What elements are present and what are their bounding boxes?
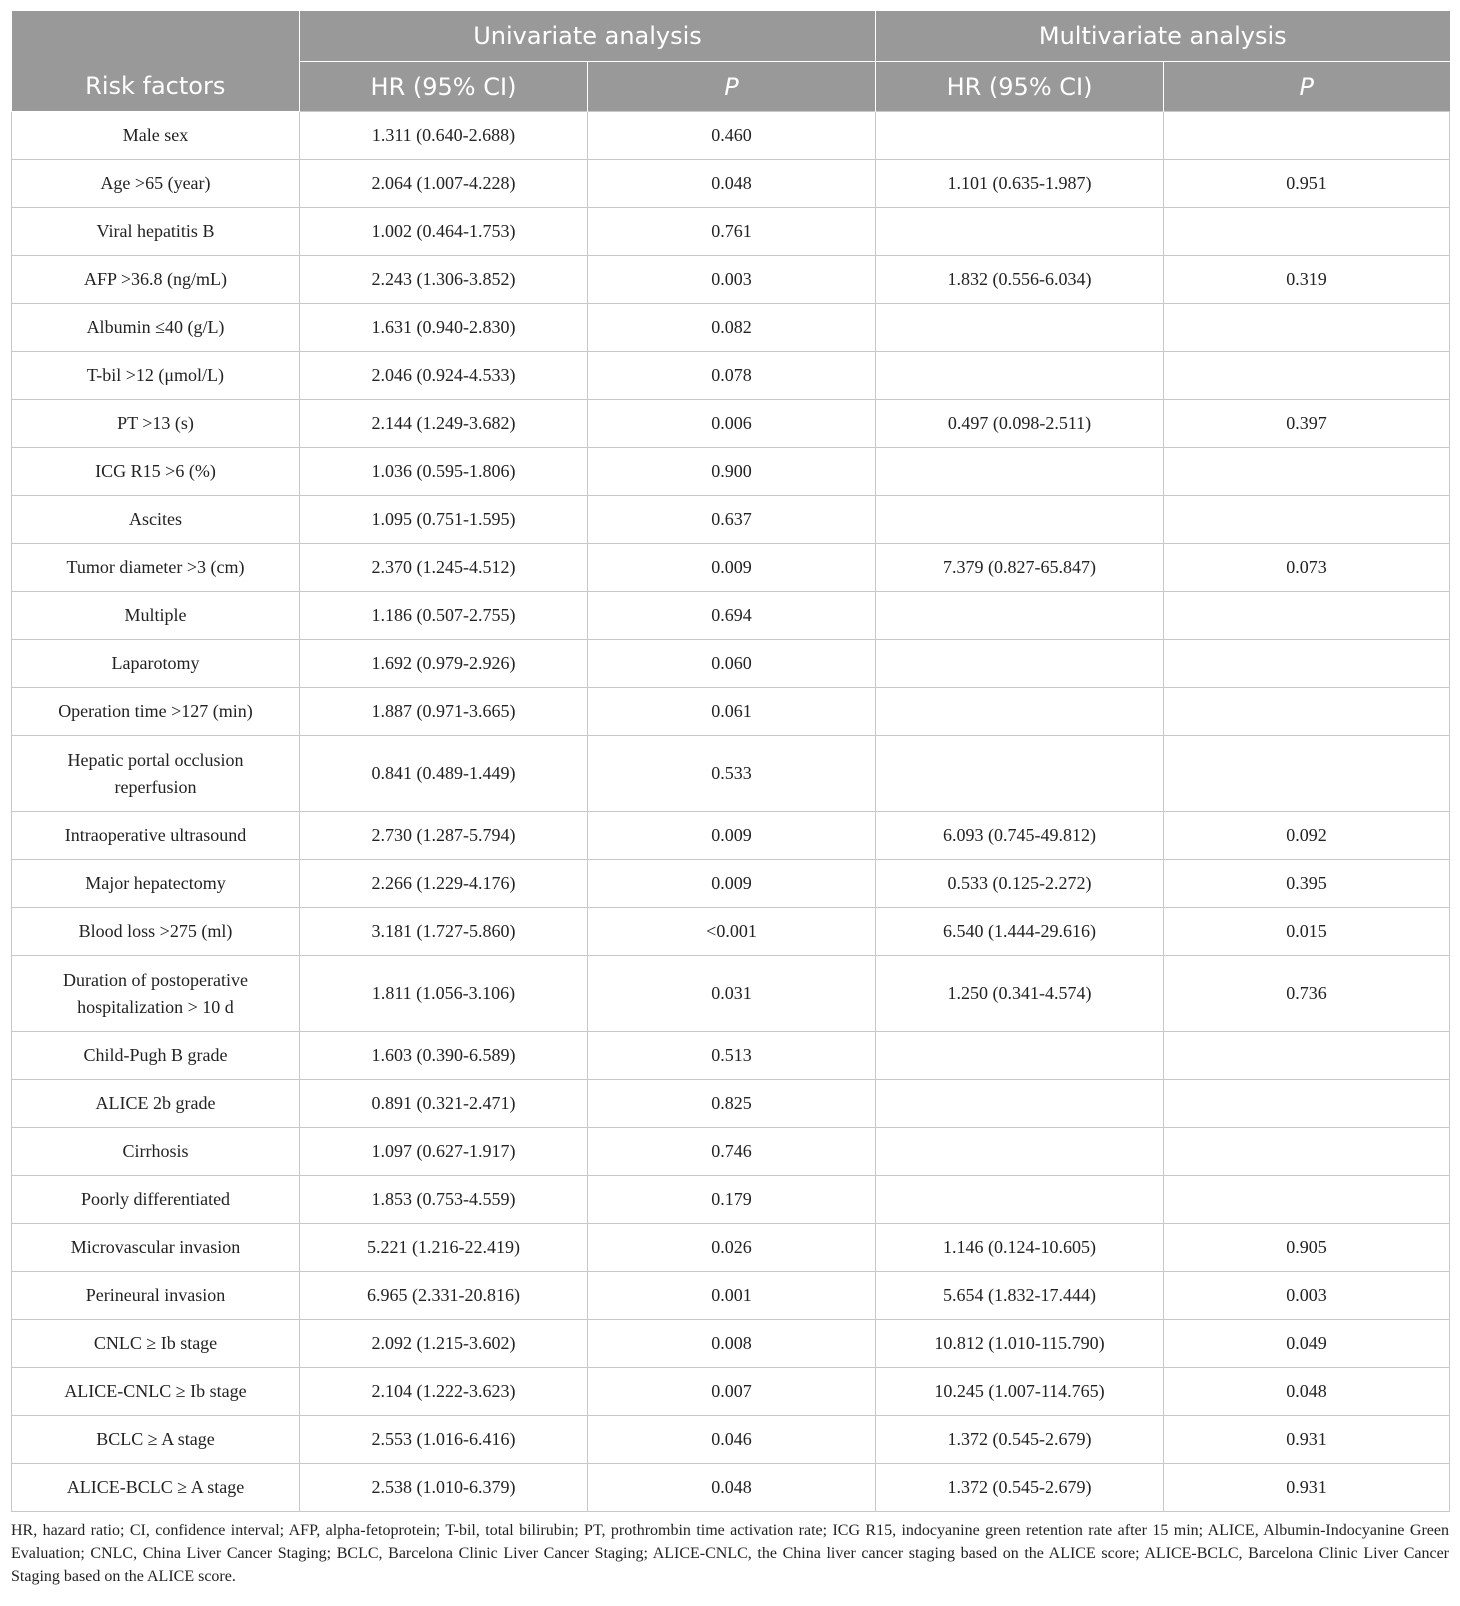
cell-uni-hr: 2.104 (1.222-3.623) [300, 1368, 588, 1416]
table-row [12, 1464, 1450, 1512]
table-row [12, 496, 1450, 544]
table-row [12, 448, 1450, 496]
cell-uni-p: 0.060 [588, 640, 876, 688]
cell-uni-p: 0.460 [588, 112, 876, 160]
cell-uni-hr: 2.266 (1.229-4.176) [300, 860, 588, 908]
cell-uni-p: 0.179 [588, 1176, 876, 1224]
cell-multi-hr: 7.379 (0.827-65.847) [876, 544, 1164, 592]
cell-multi-hr: 10.245 (1.007-114.765) [876, 1368, 1164, 1416]
cell-multi-p [1164, 640, 1450, 688]
cell-multi-p: 0.319 [1164, 256, 1450, 304]
cell-multi-p [1164, 1176, 1450, 1224]
cell-uni-hr: 1.002 (0.464-1.753) [300, 208, 588, 256]
cell-uni-hr: 2.243 (1.306-3.852) [300, 256, 588, 304]
cell-multi-hr: 1.832 (0.556-6.034) [876, 256, 1164, 304]
cell-multi-p: 0.931 [1164, 1416, 1450, 1464]
cell-risk-factor: CNLC ≥ Ib stage [12, 1320, 300, 1368]
table-header [12, 11, 1450, 112]
cell-uni-p: 0.001 [588, 1272, 876, 1320]
cell-risk-factor: Hepatic portal occlusion reperfusion [12, 736, 300, 812]
cell-multi-p: 0.049 [1164, 1320, 1450, 1368]
cell-multi-hr: 10.812 (1.010-115.790) [876, 1320, 1164, 1368]
cell-multi-hr [876, 1080, 1164, 1128]
cell-multi-hr: 0.533 (0.125-2.272) [876, 860, 1164, 908]
table-row [12, 1176, 1450, 1224]
cell-multi-p [1164, 688, 1450, 736]
cell-uni-hr: 1.036 (0.595-1.806) [300, 448, 588, 496]
cell-multi-p [1164, 1032, 1450, 1080]
cell-multi-hr [876, 208, 1164, 256]
cell-uni-p: 0.009 [588, 860, 876, 908]
cell-multi-hr [876, 496, 1164, 544]
table-row [12, 688, 1450, 736]
cell-uni-hr: 2.064 (1.007-4.228) [300, 160, 588, 208]
cell-multi-hr: 1.372 (0.545-2.679) [876, 1464, 1164, 1512]
cell-multi-hr [876, 304, 1164, 352]
table-row [12, 1272, 1450, 1320]
cell-multi-p: 0.073 [1164, 544, 1450, 592]
cell-uni-hr: 2.538 (1.010-6.379) [300, 1464, 588, 1512]
cell-uni-p: 0.031 [588, 956, 876, 1032]
cell-risk-factor: Multiple [12, 592, 300, 640]
table-row [12, 812, 1450, 860]
header-risk-factors: Risk factors [12, 11, 300, 112]
cell-multi-p [1164, 304, 1450, 352]
cell-uni-hr: 2.144 (1.249-3.682) [300, 400, 588, 448]
table-row [12, 860, 1450, 908]
cell-risk-factor: Ascites [12, 496, 300, 544]
cell-risk-factor: Tumor diameter >3 (cm) [12, 544, 300, 592]
cell-multi-p: 0.905 [1164, 1224, 1450, 1272]
cell-multi-p: 0.397 [1164, 400, 1450, 448]
cell-uni-p: 0.513 [588, 1032, 876, 1080]
cell-uni-p: 0.048 [588, 1464, 876, 1512]
cell-risk-factor: ICG R15 >6 (%) [12, 448, 300, 496]
cell-multi-p [1164, 1128, 1450, 1176]
cell-multi-hr [876, 640, 1164, 688]
cell-risk-factor: ALICE 2b grade [12, 1080, 300, 1128]
cell-risk-factor: Laparotomy [12, 640, 300, 688]
cell-uni-p: 0.048 [588, 160, 876, 208]
table-row [12, 256, 1450, 304]
cell-risk-factor: Child-Pugh B grade [12, 1032, 300, 1080]
cell-multi-p: 0.048 [1164, 1368, 1450, 1416]
cell-uni-hr: 2.370 (1.245-4.512) [300, 544, 588, 592]
cell-uni-p: 0.009 [588, 812, 876, 860]
cell-risk-factor: PT >13 (s) [12, 400, 300, 448]
table-row [12, 160, 1450, 208]
cell-uni-hr: 1.853 (0.753-4.559) [300, 1176, 588, 1224]
cell-uni-p: <0.001 [588, 908, 876, 956]
cell-multi-p: 0.395 [1164, 860, 1450, 908]
header-multi-hr: HR (95% CI) [876, 62, 1164, 112]
cell-risk-factor: Albumin ≤40 (g/L) [12, 304, 300, 352]
cell-uni-hr: 1.603 (0.390-6.589) [300, 1032, 588, 1080]
cell-risk-factor: AFP >36.8 (ng/mL) [12, 256, 300, 304]
cell-uni-hr: 1.186 (0.507-2.755) [300, 592, 588, 640]
cell-uni-hr: 1.692 (0.979-2.926) [300, 640, 588, 688]
cell-uni-p: 0.694 [588, 592, 876, 640]
cell-multi-p [1164, 496, 1450, 544]
table-row [12, 908, 1450, 956]
cell-multi-hr: 6.093 (0.745-49.812) [876, 812, 1164, 860]
header-uni-hr: HR (95% CI) [300, 62, 588, 112]
header-uni-p: P [588, 62, 876, 112]
cell-uni-hr: 1.631 (0.940-2.830) [300, 304, 588, 352]
cell-uni-hr: 1.811 (1.056-3.106) [300, 956, 588, 1032]
cell-multi-p: 0.736 [1164, 956, 1450, 1032]
cell-risk-factor: Microvascular invasion [12, 1224, 300, 1272]
cell-multi-p [1164, 736, 1450, 812]
cell-uni-hr: 2.046 (0.924-4.533) [300, 352, 588, 400]
cell-uni-p: 0.761 [588, 208, 876, 256]
cell-risk-factor: BCLC ≥ A stage [12, 1416, 300, 1464]
cell-risk-factor: T-bil >12 (μmol/L) [12, 352, 300, 400]
cell-multi-p [1164, 208, 1450, 256]
cell-multi-p: 0.092 [1164, 812, 1450, 860]
cell-uni-p: 0.008 [588, 1320, 876, 1368]
cell-uni-hr: 2.730 (1.287-5.794) [300, 812, 588, 860]
cell-multi-p: 0.931 [1164, 1464, 1450, 1512]
cell-multi-p [1164, 448, 1450, 496]
cell-uni-hr: 3.181 (1.727-5.860) [300, 908, 588, 956]
table-row [12, 956, 1450, 1032]
cell-uni-p: 0.637 [588, 496, 876, 544]
cell-multi-hr [876, 592, 1164, 640]
table-row [12, 736, 1450, 812]
table-footnote: HR, hazard ratio; CI, confidence interval; AFP, alpha-fetoprotein; T-bil, total bilirubin; PT, prothrombin time activation rate; ICG R15, indocyanine green retention rate after 15 min; ALICE, Albumin-Indocyanine Green Evaluation; CNLC, China Liver Cancer Staging; BCLC, Barcelona Clinic Liver Cancer Staging; ALICE-CNLC, the China liver cancer staging based on the ALICE score; ALICE-BCLC, Barcelona Clinic Liver Cancer Staging based on the ALICE score. [11, 1522, 1449, 1585]
cell-risk-factor: Blood loss >275 (ml) [12, 908, 300, 956]
cell-uni-p: 0.026 [588, 1224, 876, 1272]
table-row [12, 1224, 1450, 1272]
cell-risk-factor: Poorly differentiated [12, 1176, 300, 1224]
table-body [12, 112, 1450, 1512]
table-row [12, 400, 1450, 448]
header-multivariate: Multivariate analysis [876, 11, 1450, 62]
cell-uni-p: 0.746 [588, 1128, 876, 1176]
cell-multi-p: 0.003 [1164, 1272, 1450, 1320]
cell-uni-hr: 5.221 (1.216-22.419) [300, 1224, 588, 1272]
cell-multi-hr [876, 1176, 1164, 1224]
cell-multi-hr: 1.372 (0.545-2.679) [876, 1416, 1164, 1464]
table-row [12, 1032, 1450, 1080]
cell-multi-hr [876, 688, 1164, 736]
table-container [11, 11, 1449, 1588]
cell-uni-hr: 1.097 (0.627-1.917) [300, 1128, 588, 1176]
cell-uni-hr: 6.965 (2.331-20.816) [300, 1272, 588, 1320]
cell-uni-p: 0.003 [588, 256, 876, 304]
cell-risk-factor: ALICE-CNLC ≥ Ib stage [12, 1368, 300, 1416]
cell-uni-hr: 1.095 (0.751-1.595) [300, 496, 588, 544]
cell-risk-factor: Major hepatectomy [12, 860, 300, 908]
cell-uni-p: 0.046 [588, 1416, 876, 1464]
table-row [12, 112, 1450, 160]
cell-uni-p: 0.009 [588, 544, 876, 592]
table-row [12, 1320, 1450, 1368]
table-row [12, 1128, 1450, 1176]
cell-risk-factor: Male sex [12, 112, 300, 160]
table-row [12, 640, 1450, 688]
cell-uni-p: 0.006 [588, 400, 876, 448]
cell-uni-hr: 2.553 (1.016-6.416) [300, 1416, 588, 1464]
header-multi-p: P [1164, 62, 1450, 112]
cell-multi-hr [876, 112, 1164, 160]
cell-uni-p: 0.533 [588, 736, 876, 812]
cell-uni-hr: 0.891 (0.321-2.471) [300, 1080, 588, 1128]
cell-risk-factor: Duration of postoperative hospitalization > 10 d [12, 956, 300, 1032]
cell-risk-factor: Operation time >127 (min) [12, 688, 300, 736]
cell-risk-factor: Intraoperative ultrasound [12, 812, 300, 860]
header-univariate: Univariate analysis [300, 11, 876, 62]
cell-multi-hr: 1.250 (0.341-4.574) [876, 956, 1164, 1032]
cell-multi-p [1164, 1080, 1450, 1128]
cell-risk-factor: Age >65 (year) [12, 160, 300, 208]
cell-uni-p: 0.082 [588, 304, 876, 352]
cell-uni-hr: 1.887 (0.971-3.665) [300, 688, 588, 736]
cell-multi-hr [876, 352, 1164, 400]
cell-multi-hr: 5.654 (1.832-17.444) [876, 1272, 1164, 1320]
table-row [12, 544, 1450, 592]
risk-factors-table [11, 11, 1450, 1512]
table-row [12, 208, 1450, 256]
cell-risk-factor: Perineural invasion [12, 1272, 300, 1320]
cell-multi-hr: 0.497 (0.098-2.511) [876, 400, 1164, 448]
cell-uni-p: 0.825 [588, 1080, 876, 1128]
table-row [12, 1416, 1450, 1464]
cell-uni-p: 0.007 [588, 1368, 876, 1416]
cell-risk-factor: Viral hepatitis B [12, 208, 300, 256]
cell-multi-hr [876, 736, 1164, 812]
cell-multi-hr [876, 1032, 1164, 1080]
cell-uni-hr: 1.311 (0.640-2.688) [300, 112, 588, 160]
table-row [12, 1080, 1450, 1128]
cell-uni-hr: 0.841 (0.489-1.449) [300, 736, 588, 812]
cell-multi-hr [876, 448, 1164, 496]
cell-risk-factor: ALICE-BCLC ≥ A stage [12, 1464, 300, 1512]
cell-multi-hr [876, 1128, 1164, 1176]
cell-uni-p: 0.061 [588, 688, 876, 736]
table-row [12, 304, 1450, 352]
table-row [12, 592, 1450, 640]
cell-multi-p [1164, 112, 1450, 160]
table-row [12, 1368, 1450, 1416]
cell-multi-p: 0.951 [1164, 160, 1450, 208]
cell-multi-p [1164, 352, 1450, 400]
cell-multi-hr: 1.146 (0.124-10.605) [876, 1224, 1164, 1272]
cell-multi-p [1164, 592, 1450, 640]
cell-uni-hr: 2.092 (1.215-3.602) [300, 1320, 588, 1368]
table-row [12, 352, 1450, 400]
cell-multi-p: 0.015 [1164, 908, 1450, 956]
cell-multi-hr: 6.540 (1.444-29.616) [876, 908, 1164, 956]
cell-multi-hr: 1.101 (0.635-1.987) [876, 160, 1164, 208]
cell-risk-factor: Cirrhosis [12, 1128, 300, 1176]
cell-uni-p: 0.900 [588, 448, 876, 496]
cell-uni-p: 0.078 [588, 352, 876, 400]
